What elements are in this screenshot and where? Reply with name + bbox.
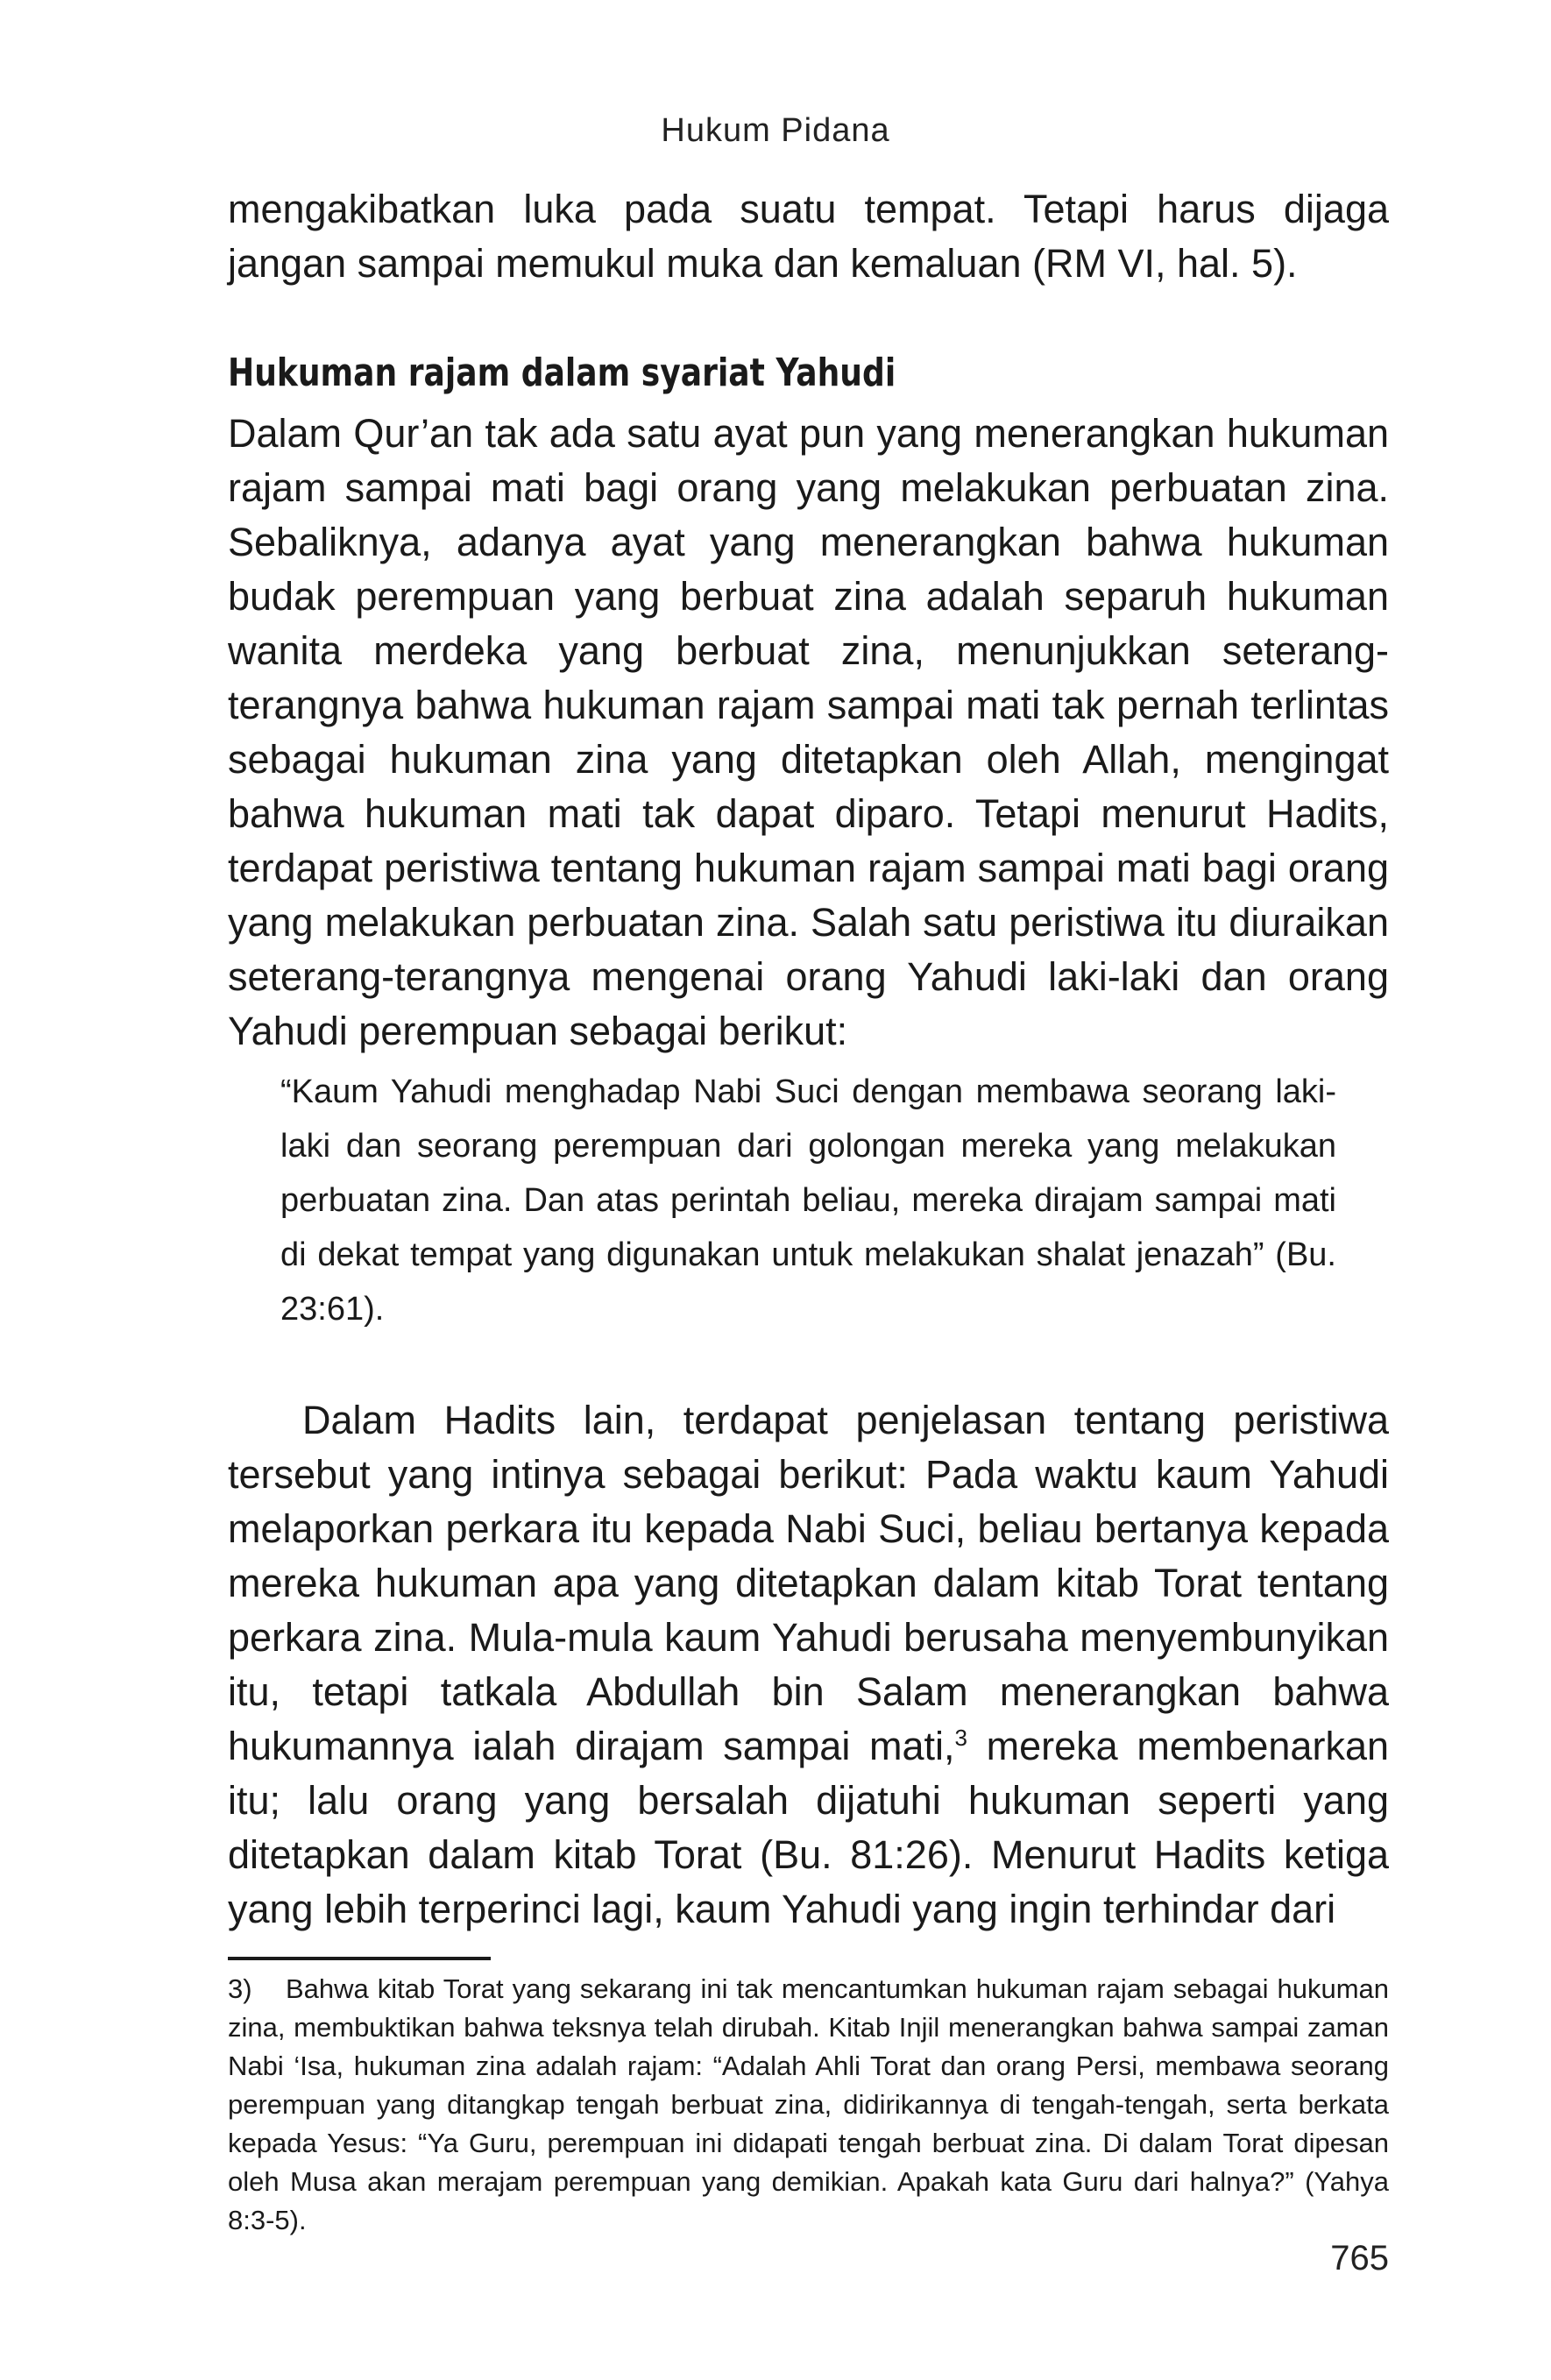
intro-paragraph-block [228, 182, 1389, 291]
second-paragraph-block [228, 1393, 1389, 1937]
footnote-divider [228, 1957, 491, 1960]
second-paragraph-part-2: mereka membenarkan itu; lalu orang yang bersalah dijatuhi hukuman seperti yang ditetapkan dalam kitab Torat (Bu. 81:26). Menurut Hadits ketiga yang lebih terperinci lagi, kaum Yahudi yang ingin terhindar dari [228, 1724, 1389, 1931]
section-heading: Hukuman rajam dalam syariat Yahudi [228, 351, 896, 395]
second-paragraph-part-1: Dalam Hadits lain, terdapat penjelasan tentang peristiwa tersebut yang intinya sebagai berikut: Pada waktu kaum Yahudi melaporkan perkara itu kepada Nabi Suci, beliau bertanya kepada mereka hukuman apa yang ditetapkan dalam kitab Torat tentang perkara zina. Mula-mula kaum Yahudi berusaha menyembunyikan itu, tetapi tatkala Abdullah bin Salam menerangkan bahwa hukumannya ialah dirajam sampai mati, [228, 1398, 1389, 1768]
second-paragraph [228, 1393, 1389, 1937]
footnote-marker: 3) [228, 1973, 252, 2004]
main-paragraph-block [228, 407, 1389, 1059]
footnote-reference: 3 [954, 1725, 967, 1751]
intro-paragraph: mengakibatkan luka pada suatu tempat. Tetapi harus dijaga jangan sampai memukul muka dan kemaluan (RM VI, hal. 5). [228, 187, 1389, 286]
running-header: Hukum Pidana [661, 112, 890, 149]
main-paragraph: Dalam Qur’an tak ada satu ayat pun yang menerangkan hukuman rajam sampai mati bagi orang yang melakukan perbuatan zina. Sebaliknya, adanya ayat yang menerangkan bahwa hukuman budak perempuan yang berbuat zina adalah separuh hukuman wanita merdeka yang berbuat zina, menunjukkan seterang-terangnya bahwa hukuman rajam sampai mati tak pernah terlintas sebagai hukuman zina yang ditetapkan oleh Allah, mengingat bahwa hukuman mati tak dapat diparo. Tetapi menurut Hadits, terdapat peristiwa tentang hukuman rajam sampai mati bagi orang yang melakukan perbuatan zina. Salah satu peristiwa itu diuraikan seterang-terangnya mengenai orang Yahudi laki-laki dan orang Yahudi perempuan sebagai berikut: [228, 411, 1389, 1053]
hadith-quote: “Kaum Yahudi menghadap Nabi Suci dengan membawa seorang laki-laki dan seorang perempuan dari golongan mereka yang melakukan perbuatan zina. Dan atas perintah beliau, mereka dirajam sampai mati di dekat tempat yang digunakan untuk melakukan shalat jenazah” (Bu. 23:61). [280, 1073, 1336, 1328]
footnote [228, 1970, 1389, 2240]
hadith-quote-block [280, 1065, 1336, 1336]
page-number: 765 [1330, 2239, 1389, 2277]
footnote-text: Bahwa kitab Torat yang sekarang ini tak mencantumkan hukuman rajam sebagai hukuman zina, membuktikan bahwa teksnya telah dirubah. Kitab Injil menerangkan bahwa sampai zaman Nabi ‘Isa, hukuman zina adalah rajam: “Adalah Ahli Torat dan orang Persi, membawa seorang perempuan yang ditangkap tengah berbuat zina, didirikannya di tengah-tengah, serta berkata kepada Yesus: “Ya Guru, perempuan ini didapati tengah berbuat zina. Di dalam Torat dipesan oleh Musa akan merajam perempuan yang demikian. Apakah kata Guru dari halnya?” (Yahya 8:3-5). [228, 1973, 1389, 2235]
